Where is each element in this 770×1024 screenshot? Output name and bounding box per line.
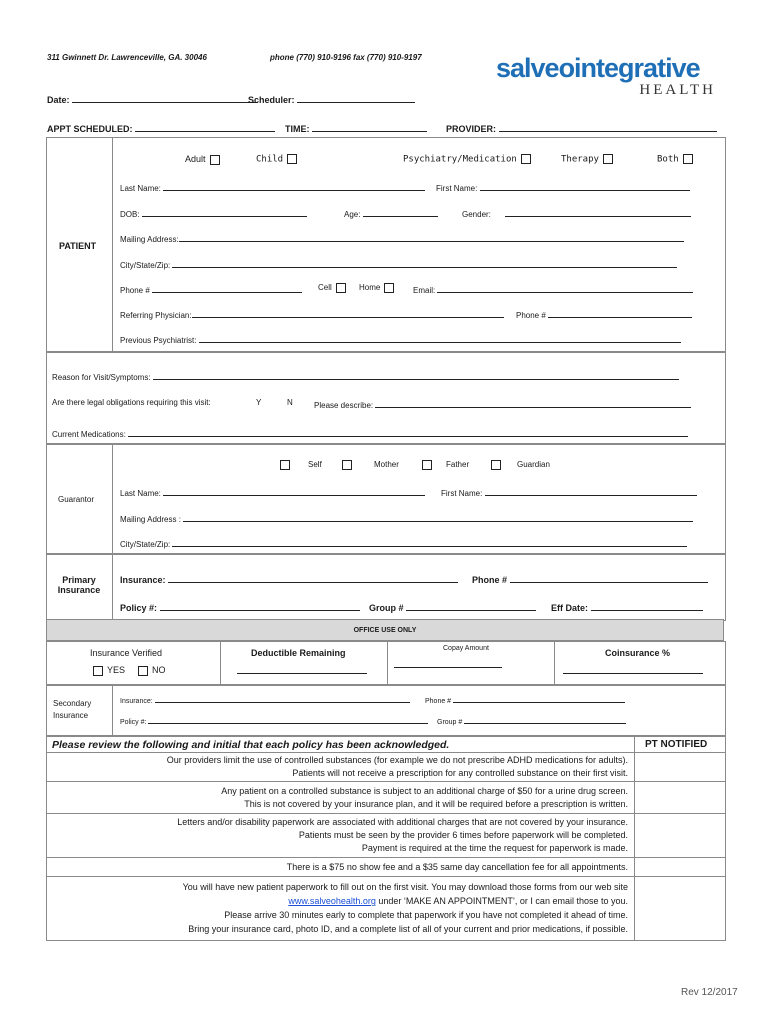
- therapy-option[interactable]: Therapy: [561, 154, 613, 165]
- coinsurance-label: Coinsurance %: [605, 648, 671, 658]
- patient-first-name[interactable]: First Name:: [436, 181, 690, 193]
- guarantor-father-option[interactable]: Father: [422, 460, 469, 470]
- clinic-address: 311 Gwinnett Dr. Lawrenceville, GA. 30046: [47, 53, 207, 62]
- primary-insurance-name[interactable]: Insurance:: [120, 573, 458, 585]
- clinic-phone-fax: phone (770) 910-9196 fax (770) 910-9197: [270, 53, 422, 62]
- guarantor-city-state-zip[interactable]: City/State/Zip:: [120, 537, 687, 549]
- guarantor-self-option[interactable]: Self: [280, 460, 322, 470]
- scheduler-field[interactable]: [248, 93, 415, 105]
- secondary-group-number[interactable]: Group #: [437, 716, 626, 726]
- policy-controlled-substances: Our providers limit the use of controlled substances (for example we do not prescribe ADHD medications for adults). Patients will not receive a prescription for any controlled substance on their first visit.: [166, 755, 628, 778]
- scheduler-label: Scheduler:: [248, 95, 295, 105]
- initials-cell-5[interactable]: [636, 878, 722, 938]
- patient-dob[interactable]: DOB:: [120, 207, 307, 219]
- adult-option[interactable]: Adult: [185, 154, 220, 165]
- both-option[interactable]: Both: [657, 154, 693, 165]
- patient-phone[interactable]: Phone #: [120, 283, 302, 295]
- guarantor-mother-option[interactable]: Mother: [342, 460, 399, 470]
- copay-label: Copay Amount: [443, 645, 489, 652]
- patient-last-name[interactable]: Last Name:: [120, 181, 425, 193]
- child-option[interactable]: Child: [256, 154, 297, 165]
- initials-cell-2[interactable]: [636, 783, 722, 812]
- time-field[interactable]: [285, 122, 427, 134]
- patient-section: [46, 137, 726, 353]
- initials-cell-4[interactable]: [636, 859, 722, 875]
- logo-subtext: HEALTH: [639, 82, 716, 98]
- logo-text: salveointegrative: [496, 53, 700, 83]
- copay-input[interactable]: [394, 658, 502, 668]
- home-option[interactable]: Home: [359, 283, 394, 293]
- patient-gender[interactable]: Gender:: [462, 207, 691, 219]
- legal-no-option[interactable]: N: [287, 398, 293, 407]
- guarantor-mailing-address[interactable]: Mailing Address :: [120, 512, 693, 524]
- deductible-label: Deductible Remaining: [251, 648, 346, 658]
- policy-drug-screen: Any patient on a controlled substance is subject to an additional charge of $50 for a urine drug screen. This is not covered by your insurance plan, and it will be required before a prescription is written.: [221, 786, 628, 809]
- provider-field[interactable]: [446, 122, 717, 134]
- website-link[interactable]: www.salveohealth.org: [288, 896, 376, 906]
- insurance-verified-label: Insurance Verified: [90, 648, 163, 658]
- secondary-insurance-label: Secondary Insurance: [53, 699, 92, 720]
- verified-yes-option[interactable]: YES: [93, 665, 125, 676]
- guarantor-section-label: Guarantor: [58, 495, 95, 504]
- clinic-logo: [496, 54, 716, 98]
- legal-yes-option[interactable]: Y: [256, 398, 262, 407]
- primary-policy-number[interactable]: Policy #:: [120, 601, 360, 613]
- patient-email[interactable]: Email:: [413, 283, 693, 295]
- secondary-insurance-phone[interactable]: Phone #: [425, 695, 625, 705]
- office-use-header: OFFICE USE ONLY: [46, 619, 724, 641]
- guarantor-first-name[interactable]: First Name:: [441, 486, 697, 498]
- patient-section-label: PATIENT: [59, 241, 97, 251]
- reason-for-visit[interactable]: Reason for Visit/Symptoms:: [52, 370, 679, 382]
- guarantor-guardian-option[interactable]: Guardian: [491, 460, 550, 470]
- coinsurance-input[interactable]: [563, 664, 703, 674]
- patient-age[interactable]: Age:: [344, 207, 438, 219]
- cell-option[interactable]: Cell: [318, 283, 346, 293]
- current-medications[interactable]: Current Medications:: [52, 427, 688, 439]
- appt-scheduled-field[interactable]: [47, 122, 275, 134]
- policy-paperwork: Letters and/or disability paperwork are associated with additional charges that are not covered by your insurance. Patients must be seen by the provider 6 times before paperwork will be completed. Payment is required at the time the request for paperwork is made.: [177, 817, 628, 853]
- secondary-insurance-section: [46, 684, 726, 737]
- psychiatry-option[interactable]: Psychiatry/Medication: [403, 154, 531, 165]
- secondary-insurance-name[interactable]: Insurance:: [120, 695, 410, 705]
- initials-cell-3[interactable]: [636, 815, 722, 856]
- guarantor-last-name[interactable]: Last Name:: [120, 486, 425, 498]
- time-label: TIME:: [285, 124, 310, 134]
- previous-psychiatrist[interactable]: Previous Psychiatrist:: [120, 333, 681, 345]
- provider-label: PROVIDER:: [446, 124, 497, 134]
- legal-obligations-label: Are there legal obligations requiring this visit:: [52, 398, 211, 407]
- patient-city-state-zip[interactable]: City/State/Zip:: [120, 258, 677, 270]
- primary-eff-date[interactable]: Eff Date:: [551, 601, 703, 613]
- initials-cell-1[interactable]: [636, 754, 722, 780]
- referring-phone[interactable]: Phone #: [516, 308, 692, 320]
- policy-heading: Please review the following and initial that each policy has been acknowledged.: [52, 739, 450, 751]
- date-field[interactable]: [47, 93, 258, 105]
- deductible-input[interactable]: [237, 664, 367, 674]
- referring-physician[interactable]: Referring Physician:: [120, 308, 504, 320]
- date-label: Date:: [47, 95, 70, 105]
- policy-fees: There is a $75 no show fee and a $35 same day cancellation fee for all appointments.: [286, 862, 628, 872]
- primary-insurance-phone[interactable]: Phone #: [472, 573, 708, 585]
- primary-insurance-label: Primary Insurance: [57, 575, 101, 595]
- primary-group-number[interactable]: Group #: [369, 601, 536, 613]
- secondary-policy-number[interactable]: Policy #:: [120, 716, 428, 726]
- patient-mailing-address[interactable]: Mailing Address:: [120, 232, 684, 244]
- appt-label: APPT SCHEDULED:: [47, 124, 133, 134]
- verified-no-option[interactable]: NO: [138, 665, 166, 676]
- legal-describe[interactable]: Please describe:: [314, 398, 691, 410]
- policy-new-patient: You will have new patient paperwork to fill out on the first visit. You may download those forms from our web site www.salveohealth.org under ‘MAKE AN APPOINTMENT’, or I can email those to you. Please arrive 30 minutes early to complete that paperwork if you have not completed it ahead of time. Bring your insurance card, photo ID, and a complete list of all of your current and prior medications, if possible.: [182, 882, 628, 934]
- pt-notified-heading: PT NOTIFIED: [645, 739, 708, 750]
- revision-label: Rev 12/2017: [681, 987, 738, 998]
